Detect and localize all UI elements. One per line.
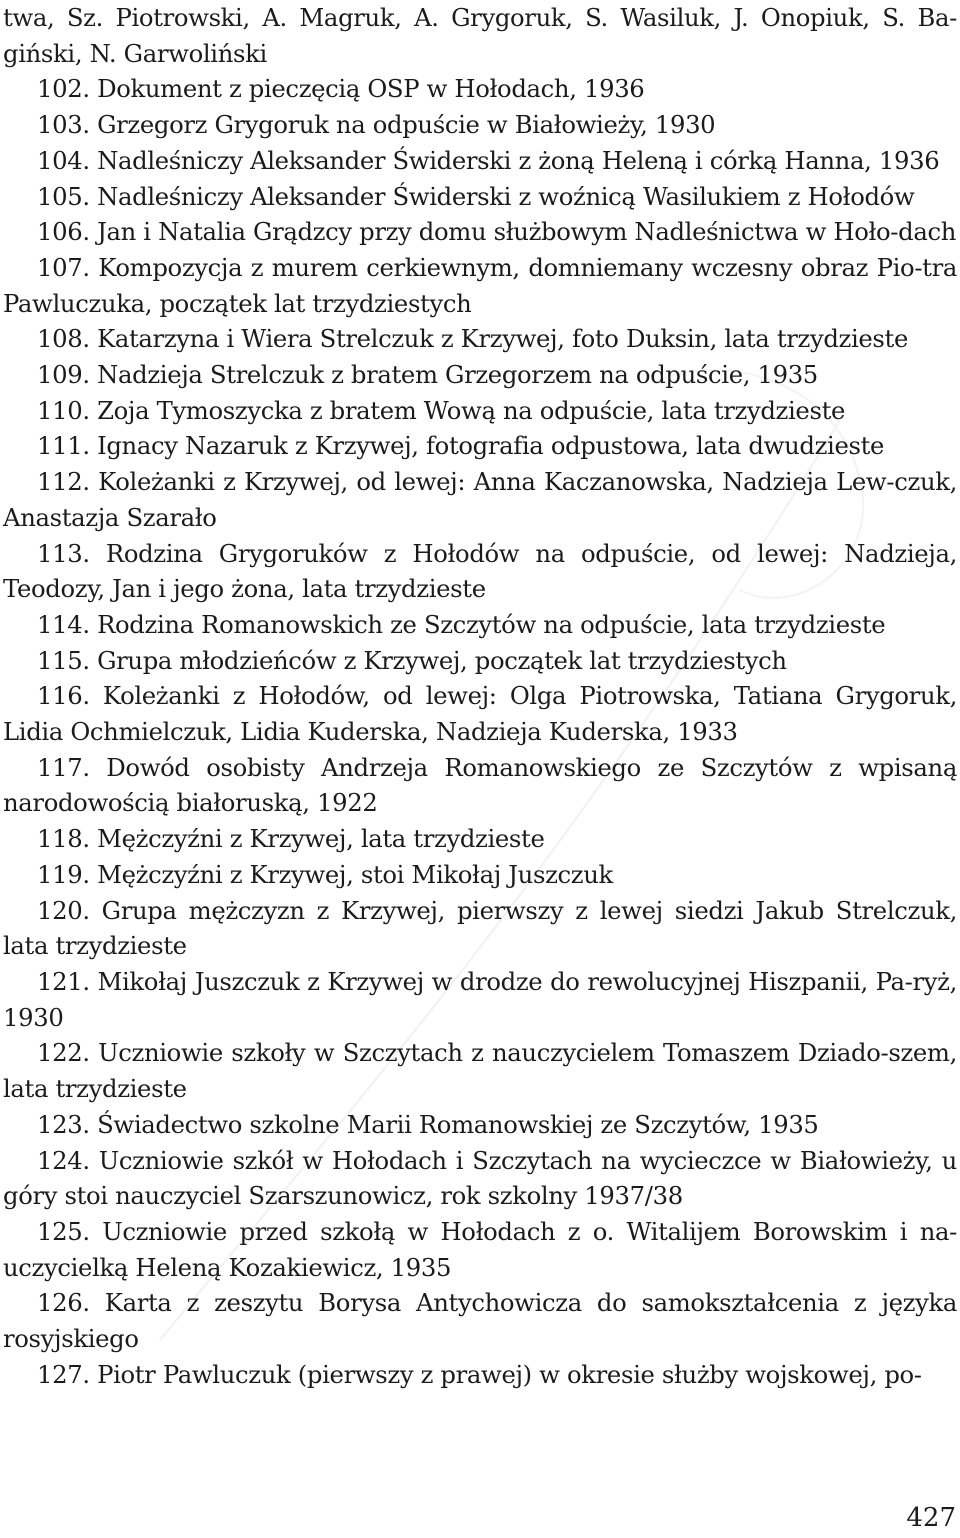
caption-entry: 114. Rodzina Romanowskich ze Szczytów na odpuście, lata trzydzieste: [37, 609, 886, 639]
caption-entry: 116. Koleżanki z Hołodów, od lewej: Olga Piotrowska, Tatiana Grygoruk, Lidia Ochmielczuk, Lidia Kuderska, Nadzieja Kuderska, 1933: [3, 681, 957, 747]
caption-entry: 117. Dowód osobisty Andrzeja Romanowskiego ze Szczytów z wpisaną narodowością białoruską, 1922: [3, 752, 957, 818]
document-page: [3, 0, 957, 1392]
caption-entry: 110. Zoja Tymoszycka z bratem Wową na odpuście, lata trzydzieste: [37, 395, 846, 425]
caption-entry: 126. Karta z zeszytu Borysa Antychowicza do samokształcenia z języka rosyjskiego: [3, 1288, 957, 1354]
caption-entry: 124. Uczniowie szkół w Hołodach i Szczytach na wycieczce w Białowieży, u góry stoi nauczyciel Szarszunowicz, rok szkolny 1937/38: [3, 1145, 957, 1211]
caption-entry: 103. Grzegorz Grygoruk na odpuście w Białowieży, 1930: [37, 110, 716, 140]
caption-entry: 106. Jan i Natalia Grądzcy przy domu służbowym Nadleśnictwa w Hoło-dach: [37, 217, 957, 247]
caption-entry: 120. Grupa mężczyzn z Krzywej, pierwszy z lewej siedzi Jakub Strelczuk, lata trzydzieste: [3, 895, 957, 961]
caption-entry: 121. Mikołaj Juszczuk z Krzywej w drodze do rewolucyjnej Hiszpanii, Pa-ryż, 1930: [3, 966, 957, 1032]
caption-entry: 111. Ignacy Nazaruk z Krzywej, fotografia odpustowa, lata dwudzieste: [37, 431, 885, 461]
caption-entry: 122. Uczniowie szkoły w Szczytach z nauczycielem Tomaszem Dziado-szem, lata trzydzieste: [3, 1038, 957, 1104]
caption-entry: 119. Mężczyźni z Krzywej, stoi Mikołaj Juszczuk: [37, 859, 613, 889]
caption-entry: 104. Nadleśniczy Aleksander Świderski z żoną Heleną i córką Hanna, 1936: [37, 145, 940, 175]
caption-entry: 123. Świadectwo szkolne Marii Romanowskiej ze Szczytów, 1935: [37, 1109, 819, 1139]
caption-entry: 118. Mężczyźni z Krzywej, lata trzydzieste: [37, 824, 545, 854]
caption-entry: 109. Nadzieja Strelczuk z bratem Grzegorzem na odpuście, 1935: [37, 360, 818, 390]
caption-entry: twa, Sz. Piotrowski, A. Magruk, A. Grygoruk, S. Wasiluk, J. Onopiuk, S. Ba-giński, N. Garwoliński: [3, 3, 957, 68]
caption-entry: 112. Koleżanki z Krzywej, od lewej: Anna Kaczanowska, Nadzieja Lew-czuk, Anastazja Szarało: [3, 467, 957, 532]
caption-entry: 113. Rodzina Grygoruków z Hołodów na odpuście, od lewej: Nadzieja, Teodozy, Jan i jego żona, lata trzydzieste: [3, 538, 957, 604]
caption-entry: 108. Katarzyna i Wiera Strelczuk z Krzywej, foto Duksin, lata trzydzieste: [37, 324, 908, 354]
caption-entry: 125. Uczniowie przed szkołą w Hołodach z o. Witalijem Borowskim i na-uczycielką Heleną Kozakiewicz, 1935: [3, 1216, 957, 1282]
caption-entry: 107. Kompozycja z murem cerkiewnym, domniemany wczesny obraz Pio-tra Pawluczuka, początek lat trzydziestych: [3, 252, 957, 318]
caption-entry: 115. Grupa młodzieńców z Krzywej, początek lat trzydziestych: [37, 645, 787, 675]
page-number: 427: [906, 1503, 956, 1533]
caption-entry: 127. Piotr Pawluczuk (pierwszy z prawej) w okresie służby wojskowej, po-: [37, 1359, 922, 1389]
caption-entry: 102. Dokument z pieczęcią OSP w Hołodach, 1936: [37, 74, 645, 104]
caption-entry: 105. Nadleśniczy Aleksander Świderski z woźnicą Wasilukiem z Hołodów: [37, 181, 915, 211]
